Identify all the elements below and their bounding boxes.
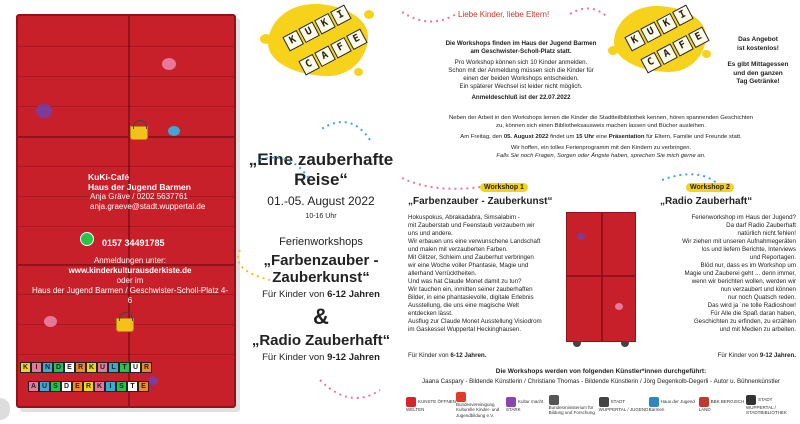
description-line: entdecken lässt.: [408, 310, 453, 317]
description-line: Ausstellung, die uns eine magische Welt: [408, 302, 519, 309]
sponsor-logo: Haus der Jugend Barmen: [649, 397, 699, 413]
logo-letter: K: [314, 13, 336, 35]
description-line: Mit Glitzer, Schleim und Zauberhut verbringen: [408, 254, 534, 261]
artists-list: Jaana Caspary - Bildende Künstlerin / Christiane Thomas - Bildende Künstlerin / Jörg Degenkolb-Degerli - Autor u. Bühnenkünstler: [422, 378, 780, 385]
registration-deadline: Anmeldeschluß ist der 22.07.2022: [471, 94, 571, 101]
description-line: nun verzaubert und können: [720, 286, 796, 293]
letter-block: R: [141, 362, 152, 373]
description-line: und mit Medien zu arbeiten.: [719, 326, 796, 333]
logo-letter: E: [688, 27, 710, 49]
letter-block: R: [75, 362, 86, 373]
greeting: Liebe Kinder, liebe Eltern!: [458, 10, 550, 19]
sponsor-logo: Bundesvereinigung Kulturelle Kinder- und Jugendbildung e.V.: [456, 392, 506, 419]
description-line: nur noch Quatsch reden.: [727, 294, 796, 301]
description-line: Wir erbauen uns eine verwunschene Landschaft: [408, 238, 541, 245]
logo-letter: U: [298, 21, 320, 43]
workshop-dates: 01.-05. August 2022: [267, 194, 375, 208]
letter-block: S: [50, 381, 61, 392]
description-line: wir eine Woche voller Phantasie, Magie und: [408, 262, 529, 269]
description-line: Das wird ja `ne tolle Radioshow!: [707, 302, 796, 309]
description-line: allerhand Verrücktheiten.: [408, 270, 477, 277]
description-line: Geschichten zu erfinden, zu erzählen: [693, 318, 796, 325]
logo-letter: I: [330, 5, 352, 27]
paint-bucket-icon: [116, 318, 134, 332]
sponsor-logo: STADT WUPPERTAL / JUGEND: [599, 397, 649, 413]
description-line: Wir ziehen mit unseren Aufnahmegeräten: [682, 238, 796, 245]
description-line: und Reportagen.: [749, 254, 796, 261]
program-description: Neben der Arbeit in den Workshops lernen die Kinder die Stadtteilbibliothek kennen, hören spannenden Geschichten zu, können sich einen Bibliotheksausweis machen lassen und Bücher ausleihen. Am Freitag, den 05. August 2022 findet um 15 Uhr eine Präsentation für Eltern, Familie und Freunde statt. Wir hoffen, ein tolles Ferienprogramm mit den Kindern zu verbringen. Falls Sie noch Fragen, Sorgen oder Ängste haben, sprechen Sie mich gerne an.: [448, 115, 754, 159]
paint-splat: [36, 104, 52, 118]
letter-block: S: [116, 381, 127, 392]
letter-block: T: [119, 362, 130, 373]
description-line: wenn wir berichten wollen, werden wir: [691, 278, 796, 285]
logo-letter: K: [656, 13, 678, 35]
ferien-label: Ferienworkshops: [279, 236, 363, 248]
description-line: Ausflug zur Claude Monet Ausstellung Visiodrom: [408, 318, 542, 325]
description-line: los und liefern Berichte, Interviews: [701, 246, 796, 253]
artists-heading: Die Workshops werden von folgenden Künstler*innen durchgeführt:: [495, 368, 707, 375]
cafe-title: KuKi-Café Haus der Jugend Barmen: [88, 172, 191, 192]
letter-block: A: [28, 381, 39, 392]
kuki-cafe-logo: [614, 6, 706, 72]
website-link: www.kinderkulturausderkiste.de: [68, 266, 192, 275]
letter-block: E: [64, 362, 75, 373]
letter-block: U: [130, 362, 141, 373]
free-offer-note: Das Angebot ist kostenlos! Es gibt Mittagessen und den ganzen Tag Getränke!: [727, 36, 789, 85]
letter-block: U: [39, 381, 50, 392]
workshop2-label: Workshop 2: [686, 183, 734, 192]
letter-block: R: [83, 381, 94, 392]
workshop1-age: Für Kinder von 6-12 Jahren.: [408, 352, 487, 359]
description-line: im Gaskessel Wuppertal Heckinghausen.: [408, 326, 522, 333]
letter-block: D: [61, 381, 72, 392]
description-line: Magie und Zauberei geht ... denn immer,: [684, 270, 796, 277]
kuki-cafe-logo: [268, 4, 368, 76]
workshop-hours: 10-16 Uhr: [305, 213, 337, 220]
workshop2-age: Für Kinder von 9-12 Jahren: [262, 352, 380, 363]
letter-block: E: [72, 381, 83, 392]
kinderkultur-letter-blocks: [20, 356, 170, 394]
description-line: Und was hat Claude Monet damit zu tun?: [408, 278, 522, 285]
logo-letter: A: [314, 45, 336, 67]
intro-text: Die Workshops finden im Haus der Jugend Barmen am Geschwister-Scholl-Platz statt. Pro Workshop können sich 10 Kinder anmelden. Schon mit der Anmeldung müssen sich die Kinder für einen der beiden Workshops entscheiden. Ein späterer Wechsel ist leider nicht möglich. Anmeldeschluß ist der 22.07.2022: [410, 40, 632, 102]
paint-splat: [162, 58, 176, 70]
logo-letter: C: [298, 54, 320, 76]
sponsor-logo: KUNSTE ÖFFNEN WELTEN: [406, 397, 456, 413]
sponsor-logo: BBK BERGISCH LAND: [699, 397, 746, 413]
contact-info: Anja Gräve / 0202 5637761 anja.graeve@stadt.wuppertal.de: [90, 192, 206, 211]
workshop2-heading: „Radio Zauberhaft“: [660, 196, 753, 207]
workshop2-age: Für Kinder von 9-12 Jahren.: [717, 352, 796, 359]
logo-letter: K: [624, 30, 646, 52]
ampersand: &: [313, 304, 329, 329]
letter-block: D: [53, 362, 64, 373]
description-line: uns und andere.: [408, 230, 453, 237]
letter-block: K: [94, 381, 105, 392]
workshop1-label: Workshop 1: [480, 183, 528, 192]
sponsor-logos: [406, 392, 796, 418]
letter-block: E: [138, 381, 149, 392]
letter-block: I: [31, 362, 42, 373]
logo-letter: U: [640, 21, 662, 43]
description-line: Blöd nur, dass es im Workshop um: [700, 262, 796, 269]
description-line: Ferienworkshop im Haus der Jugend?: [691, 214, 796, 221]
logo-letter: F: [330, 37, 352, 59]
sponsor-logo: Kultur macht STARK: [506, 397, 549, 413]
logo-letter: C: [640, 52, 662, 74]
decorative-dotted-lines: [200, 110, 400, 424]
whatsapp-icon: [80, 232, 94, 246]
logo-letter: I: [672, 5, 694, 27]
workshop1-description: [408, 214, 568, 334]
phone-number: 0157 34491785: [102, 238, 165, 248]
letter-block: K: [20, 362, 31, 373]
description-line: Wir tauchen ein, inmitten seiner zauberhaften: [408, 286, 533, 293]
description-line: natürlich nicht fehlen!: [737, 230, 796, 237]
workshop2-title: „Radio Zauberhaft“: [251, 332, 391, 349]
paint-splat: [44, 316, 57, 327]
letter-block: I: [105, 381, 116, 392]
logo-letter: K: [282, 30, 304, 52]
letter-block: K: [86, 362, 97, 373]
sponsor-logo: STADT WUPPERTAL / STADTBIBLIOTHEK: [746, 395, 796, 416]
logo-letter: F: [672, 35, 694, 57]
description-line: Bilder, in eine phantasievolle, digitale Erlebnis: [408, 294, 534, 301]
workshop2-description: [640, 214, 796, 334]
workshop1-title: „Farbenzauber - Zauberkunst“: [263, 252, 379, 286]
red-cabinet-illustration: [566, 212, 636, 342]
registration-info: Anmeldungen unter: www.kinderkulturausderkiste.de oder im Haus der Jugend Barmen / Geschwister-Scholl-Platz 4-6: [31, 256, 229, 305]
sponsor-logo: Bundesministerium für Bildung und Forschung: [549, 395, 599, 416]
flyer-info-panel: [400, 0, 800, 424]
description-line: mit Zauberstab und Feenstaub verzaubern wir: [408, 222, 535, 229]
description-line: Hokuspokus, Abrakadabra, Simsalabim -: [408, 214, 520, 221]
letter-block: U: [97, 362, 108, 373]
paint-bucket-icon: [130, 126, 148, 140]
letter-block: N: [42, 362, 53, 373]
description-line: Da darf Radio Zauberhaft: [726, 222, 796, 229]
description-line: Für Alle die Spaß daran haben,: [710, 310, 796, 317]
workshop1-age: Für Kinder von 6-12 Jahren: [262, 289, 380, 300]
letter-block: T: [127, 381, 138, 392]
description-line: und malen mit verzauberten Farben.: [408, 246, 508, 253]
letter-block: L: [108, 362, 119, 373]
main-title: „Eine zauberhafte Reise“: [248, 150, 394, 189]
logo-letter: A: [656, 43, 678, 65]
logo-letter: E: [346, 29, 368, 51]
paint-splat: [168, 126, 180, 136]
workshop1-heading: „Farbenzauber - Zauberkunst“: [408, 196, 553, 207]
